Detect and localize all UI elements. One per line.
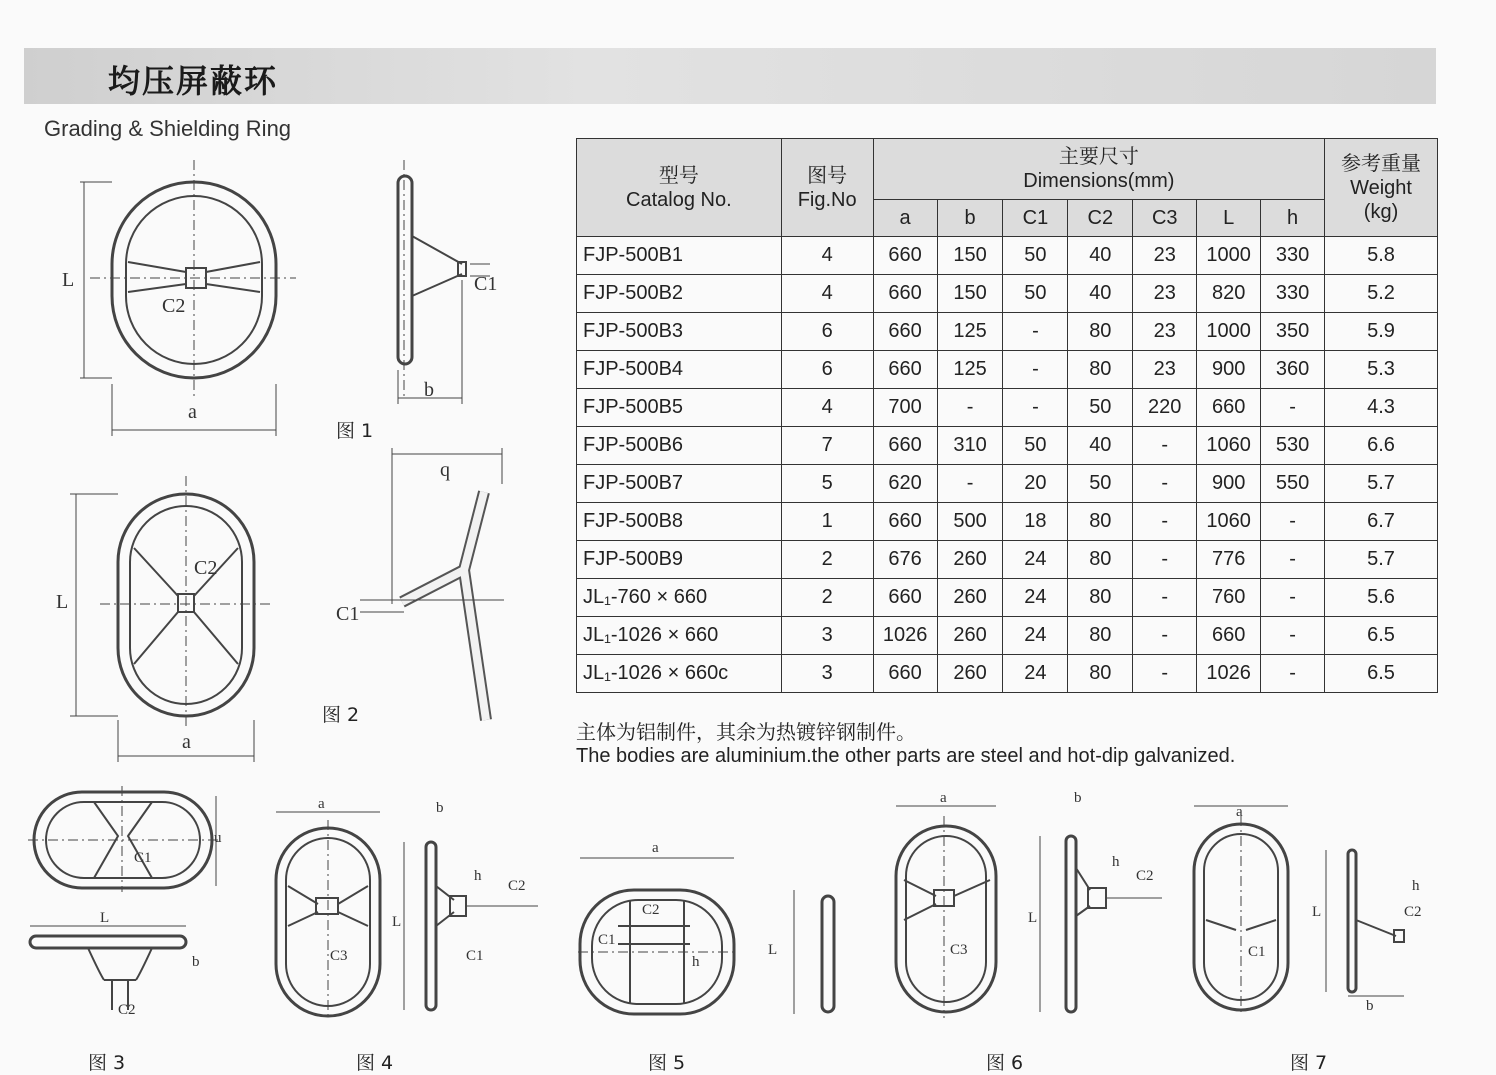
header-weight-cn: 参考重量 [1341, 152, 1422, 175]
cell-b: - [937, 465, 1003, 503]
fig6-dim-C3: C3 [950, 942, 968, 958]
cell-h: - [1261, 617, 1325, 655]
cell-c1: 24 [1003, 617, 1068, 655]
cell-c3: - [1133, 427, 1197, 465]
cell-h: - [1261, 579, 1325, 617]
cell-a: 700 [873, 389, 937, 427]
fig4-dim-L: L [392, 914, 402, 930]
fig7-dim-L: L [1312, 904, 1322, 920]
cell-weight: 6.5 [1325, 655, 1438, 693]
cell-c1: 50 [1003, 427, 1068, 465]
fig3-views [28, 786, 218, 1010]
fig6-dim-a: a [940, 790, 947, 806]
cell-weight: 6.5 [1325, 617, 1438, 655]
fig6-dim-h: h [1112, 854, 1120, 870]
cell-l: 820 [1197, 275, 1261, 313]
cell-c2: 50 [1068, 389, 1133, 427]
cell-l: 900 [1197, 465, 1261, 503]
header-fig-cn: 图号 [807, 164, 848, 187]
cell-c1: 24 [1003, 655, 1068, 693]
fig7-views [1194, 806, 1404, 1016]
cell-fig: 2 [781, 579, 873, 617]
cell-h: 530 [1261, 427, 1325, 465]
cell-fig: 4 [781, 389, 873, 427]
fig4-label: 图 4 [356, 1052, 394, 1074]
fig2-dim-L: L [56, 591, 69, 613]
fig6-label: 图 6 [986, 1052, 1024, 1074]
cell-a: 660 [873, 427, 937, 465]
cell-c2: 40 [1068, 427, 1133, 465]
fig6-dim-L: L [1028, 910, 1038, 926]
fig1-dim-b: b [424, 379, 434, 401]
cell-catalog: FJP-500B4 [577, 351, 782, 389]
header-c1: C1 [1003, 200, 1068, 237]
cell-c3: 23 [1133, 313, 1197, 351]
cell-a: 660 [873, 351, 937, 389]
cell-fig: 4 [781, 237, 873, 275]
fig7-dim-a: a [1236, 804, 1243, 820]
fig7-dim-C2: C2 [1404, 904, 1422, 920]
cell-weight: 5.2 [1325, 275, 1438, 313]
cell-catalog: FJP-500B6 [577, 427, 782, 465]
cell-l: 1060 [1197, 427, 1261, 465]
cell-weight: 5.7 [1325, 465, 1438, 503]
header-weight-unit: (kg) [1363, 200, 1399, 223]
fig4-dim-C3: C3 [330, 948, 348, 964]
fig5-dim-h: h [692, 954, 700, 970]
fig3-dim-u: u [214, 830, 222, 846]
header-fig-en: Fig.No [797, 188, 857, 211]
cell-a: 660 [873, 503, 937, 541]
cell-c3: - [1133, 503, 1197, 541]
header-a: a [873, 200, 937, 237]
cell-l: 660 [1197, 389, 1261, 427]
cell-c1: - [1003, 313, 1068, 351]
cell-c2: 80 [1068, 503, 1133, 541]
cell-a: 676 [873, 541, 937, 579]
fig6-dim-C2: C2 [1136, 868, 1154, 884]
page-title-en: Grading & Shielding Ring [44, 116, 292, 141]
cell-fig: 7 [781, 427, 873, 465]
cell-c1: 24 [1003, 541, 1068, 579]
cell-b: 125 [937, 351, 1003, 389]
cell-l: 660 [1197, 617, 1261, 655]
note-en: The bodies are aluminium.the other parts are steel and hot-dip galvanized. [576, 745, 1236, 767]
cell-h: 330 [1261, 237, 1325, 275]
header-weight-en: Weight [1350, 176, 1412, 199]
cell-c2: 80 [1068, 351, 1133, 389]
cell-weight: 6.7 [1325, 503, 1438, 541]
page-title-cn: 均压屏蔽环 [108, 62, 279, 100]
cell-h: 550 [1261, 465, 1325, 503]
cell-c2: 40 [1068, 237, 1133, 275]
cell-c1: - [1003, 351, 1068, 389]
cell-a: 620 [873, 465, 937, 503]
fig5-dim-L: L [768, 942, 778, 958]
cell-c2: 80 [1068, 655, 1133, 693]
cell-l: 1000 [1197, 313, 1261, 351]
cell-h: 360 [1261, 351, 1325, 389]
cell-b: 500 [937, 503, 1003, 541]
cell-b: 260 [937, 541, 1003, 579]
cell-a: 660 [873, 237, 937, 275]
cell-b: 125 [937, 313, 1003, 351]
cell-c3: 220 [1133, 389, 1197, 427]
cell-c2: 80 [1068, 313, 1133, 351]
cell-weight: 5.3 [1325, 351, 1438, 389]
cell-fig: 6 [781, 351, 873, 389]
cell-c1: 24 [1003, 579, 1068, 617]
fig2-label: 图 2 [322, 704, 360, 726]
cell-a: 660 [873, 655, 937, 693]
fig4-dim-b: b [436, 800, 444, 816]
fig4-dim-C2: C2 [508, 878, 526, 894]
cell-weight: 6.6 [1325, 427, 1438, 465]
cell-l: 760 [1197, 579, 1261, 617]
fig3-dim-C2: C2 [118, 1002, 136, 1018]
fig6-dim-b: b [1074, 790, 1082, 806]
header-dims-cn: 主要尺寸 [1058, 146, 1139, 168]
cell-h: - [1261, 541, 1325, 579]
fig5-views [578, 858, 834, 1014]
cell-c2: 80 [1068, 579, 1133, 617]
header-c3: C3 [1133, 200, 1197, 237]
cell-catalog: FJP-500B9 [577, 541, 782, 579]
cell-catalog: JL₁-1026 × 660 [577, 617, 782, 655]
cell-c1: - [1003, 389, 1068, 427]
cell-fig: 4 [781, 275, 873, 313]
fig5-label: 图 5 [648, 1052, 686, 1074]
cell-fig: 6 [781, 313, 873, 351]
header-dims-en: Dimensions(mm) [1023, 170, 1175, 192]
cell-h: 330 [1261, 275, 1325, 313]
fig2-dim-C1: C1 [336, 603, 360, 625]
cell-c3: 23 [1133, 275, 1197, 313]
fig1-dim-a: a [188, 401, 197, 423]
fig1-front-view [80, 160, 296, 436]
fig7-label: 图 7 [1290, 1052, 1328, 1074]
cell-a: 1026 [873, 617, 937, 655]
cell-fig: 2 [781, 541, 873, 579]
cell-c3: - [1133, 579, 1197, 617]
fig1-dim-C1: C1 [474, 273, 498, 295]
cell-h: - [1261, 503, 1325, 541]
cell-c2: 50 [1068, 465, 1133, 503]
header-b: b [937, 200, 1003, 237]
cell-b: - [937, 389, 1003, 427]
fig3-dim-C1: C1 [134, 850, 152, 866]
fig2-dim-q: q [440, 459, 450, 481]
fig2-front-view [70, 476, 270, 762]
fig5-dim-C2: C2 [642, 902, 660, 918]
fig2-dim-C2: C2 [194, 557, 218, 579]
cell-c2: 80 [1068, 617, 1133, 655]
header-c2: C2 [1068, 200, 1133, 237]
cell-c3: 23 [1133, 351, 1197, 389]
fig1-label: 图 1 [336, 420, 374, 442]
cell-c2: 80 [1068, 541, 1133, 579]
fig5-dim-C1: C1 [598, 932, 616, 948]
cell-a: 660 [873, 275, 937, 313]
cell-c2: 40 [1068, 275, 1133, 313]
cell-c1: 20 [1003, 465, 1068, 503]
cell-catalog: FJP-500B5 [577, 389, 782, 427]
fig3-label: 图 3 [88, 1052, 126, 1074]
fig3-dim-b: b [192, 954, 200, 970]
cell-weight: 5.7 [1325, 541, 1438, 579]
fig5-dim-a: a [652, 840, 659, 856]
fig4-dim-a: a [318, 796, 325, 812]
cell-catalog: FJP-500B8 [577, 503, 782, 541]
fig4-dim-C1: C1 [466, 948, 484, 964]
cell-a: 660 [873, 313, 937, 351]
cell-catalog: FJP-500B2 [577, 275, 782, 313]
cell-c3: - [1133, 541, 1197, 579]
fig3-dim-L: L [100, 910, 110, 926]
note-cn: 主体为铝制件，其余为热镀锌钢制件。 [576, 720, 916, 744]
header-l: L [1197, 200, 1261, 237]
fig1-dim-L: L [62, 269, 75, 291]
header-catalog-en: Catalog No. [626, 188, 732, 211]
cell-c1: 18 [1003, 503, 1068, 541]
cell-h: 350 [1261, 313, 1325, 351]
cell-catalog: FJP-500B1 [577, 237, 782, 275]
cell-b: 260 [937, 579, 1003, 617]
cell-b: 310 [937, 427, 1003, 465]
cell-catalog: JL₁-1026 × 660c [577, 655, 782, 693]
cell-fig: 1 [781, 503, 873, 541]
cell-weight: 4.3 [1325, 389, 1438, 427]
fig2-dim-a: a [182, 731, 191, 753]
fig4-dim-h: h [474, 868, 482, 884]
fig1-dim-C2: C2 [162, 295, 186, 317]
cell-fig: 3 [781, 655, 873, 693]
cell-c3: - [1133, 655, 1197, 693]
cell-b: 260 [937, 655, 1003, 693]
cell-c3: - [1133, 617, 1197, 655]
cell-c3: - [1133, 465, 1197, 503]
cell-fig: 3 [781, 617, 873, 655]
cell-l: 1060 [1197, 503, 1261, 541]
fig7-dim-C1: C1 [1248, 944, 1266, 960]
cell-weight: 5.9 [1325, 313, 1438, 351]
cell-c1: 50 [1003, 275, 1068, 313]
cell-catalog: JL₁-760 × 660 [577, 579, 782, 617]
cell-b: 150 [937, 237, 1003, 275]
cell-weight: 5.8 [1325, 237, 1438, 275]
cell-catalog: FJP-500B3 [577, 313, 782, 351]
cell-c1: 50 [1003, 237, 1068, 275]
cell-l: 1000 [1197, 237, 1261, 275]
header-h: h [1261, 200, 1325, 237]
fig2-side-view [360, 448, 504, 720]
cell-catalog: FJP-500B7 [577, 465, 782, 503]
header-catalog-cn: 型号 [658, 164, 699, 187]
cell-h: - [1261, 655, 1325, 693]
cell-a: 660 [873, 579, 937, 617]
fig4-views [276, 812, 538, 1020]
cell-l: 1026 [1197, 655, 1261, 693]
cell-b: 260 [937, 617, 1003, 655]
cell-h: - [1261, 389, 1325, 427]
cell-l: 776 [1197, 541, 1261, 579]
fig7-dim-h: h [1412, 878, 1420, 894]
cell-l: 900 [1197, 351, 1261, 389]
cell-c3: 23 [1133, 237, 1197, 275]
cell-b: 150 [937, 275, 1003, 313]
fig7-dim-b: b [1366, 998, 1374, 1014]
cell-weight: 5.6 [1325, 579, 1438, 617]
cell-fig: 5 [781, 465, 873, 503]
